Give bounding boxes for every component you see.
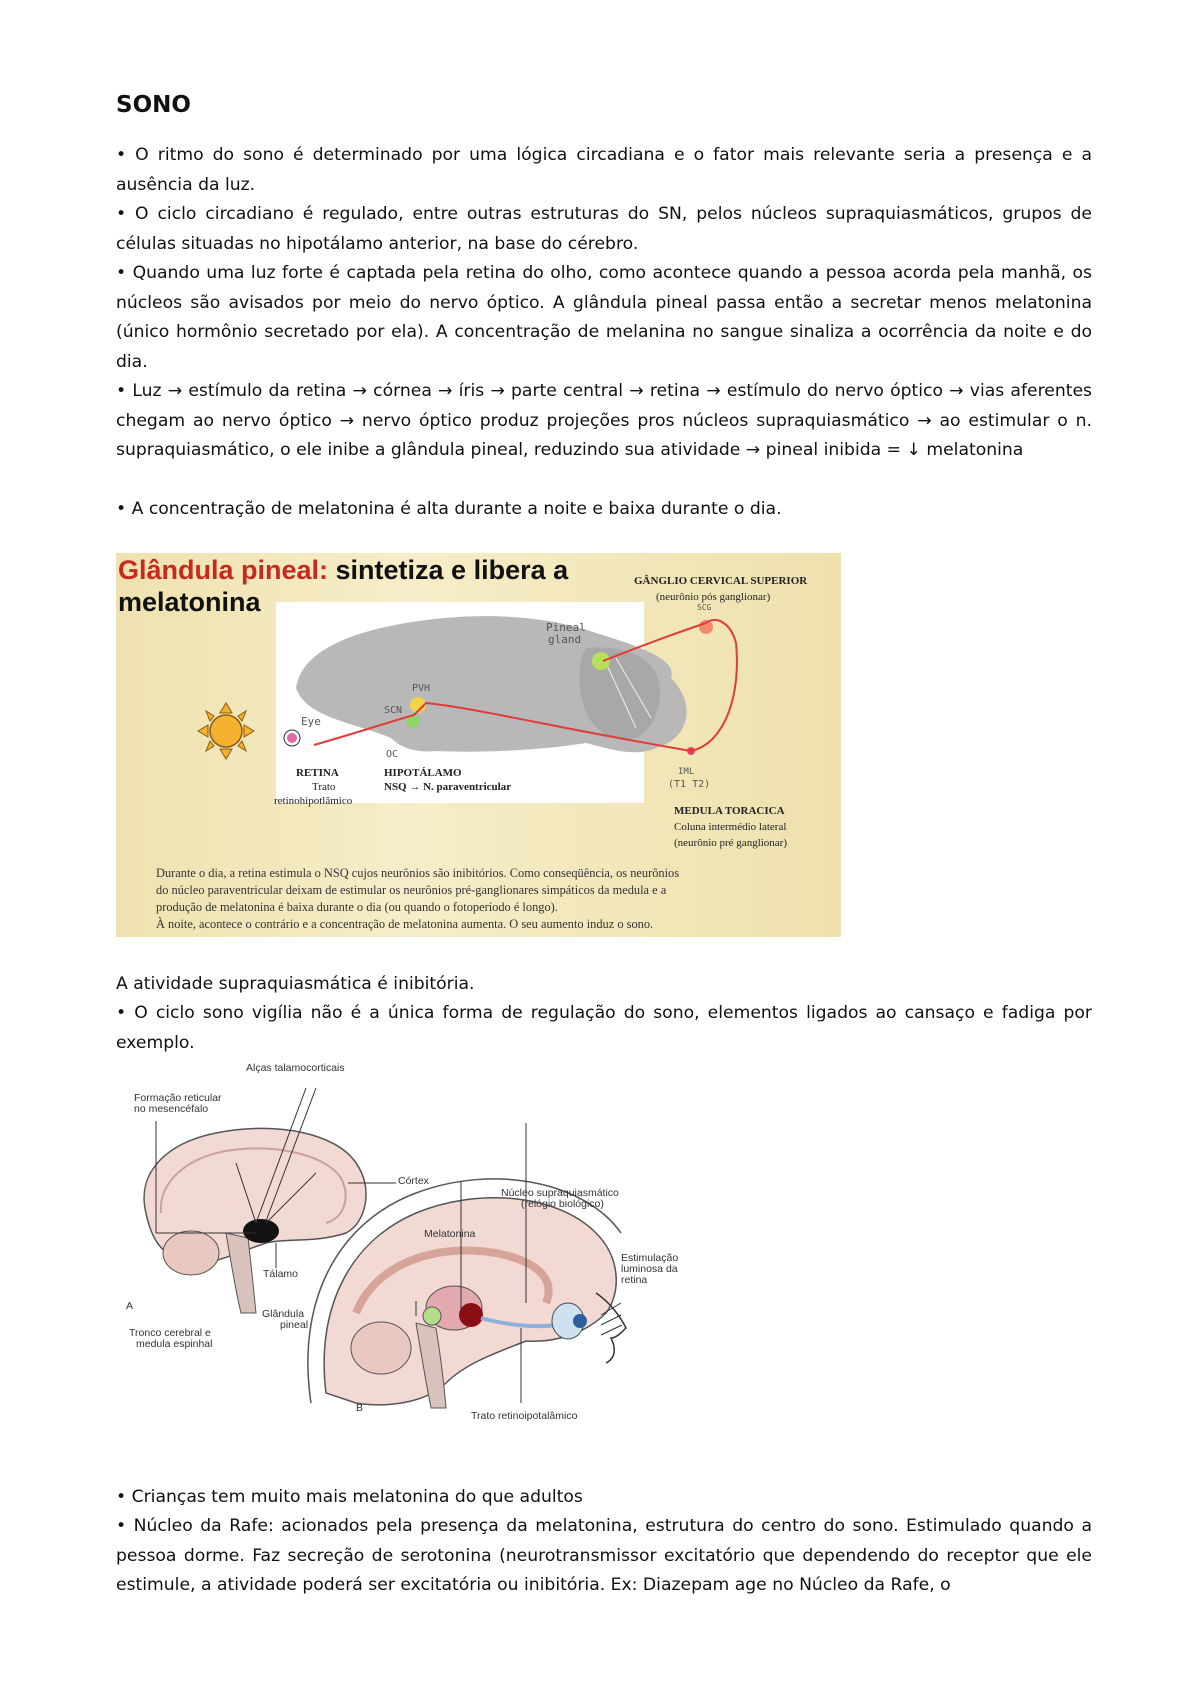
label-trato2: retinohipotlâmico (274, 795, 353, 807)
thalamus-a (243, 1219, 279, 1243)
paragraph-8: • Crianças tem muito mais melatonina do que adultos (116, 1487, 583, 1507)
label-pvh: PVH (412, 683, 431, 694)
label-coluna: Coluna intermédio lateral (674, 821, 787, 833)
label-b: B (356, 1402, 364, 1414)
label-estim-1: Estimulação (621, 1252, 679, 1264)
label-trato: Trato (312, 781, 336, 793)
label-alcas: Alças talamocorticais (246, 1062, 345, 1074)
label-estim-3: retina (621, 1274, 648, 1286)
label-melatonina: Melatonina (424, 1228, 476, 1240)
label-nucleo-2: (relógio biológico) (521, 1198, 604, 1210)
sun-icon (198, 703, 254, 759)
label-estim-2: luminosa da (621, 1263, 678, 1275)
figure1-caption (156, 865, 828, 933)
label-neuronio-pre: (neurônio pré ganglionar) (674, 837, 788, 849)
label-oc: OC (386, 749, 399, 760)
cerebellum-a (163, 1231, 219, 1275)
label-medula: MEDULA TORACICA (674, 805, 785, 817)
pineal-gland-dot (592, 652, 610, 670)
caption-line-3: produção de melatonina é baixa durante o dia (ou quando o fotoperíodo é longo). (156, 900, 558, 914)
paragraph-6: A atividade supraquiasmática é inibitória. (116, 974, 475, 994)
paragraph-3: • Quando uma luz forte é captada pela retina do olho, como acontece quando a pessoa acorda pela manhã, os núcleos são avisados por meio do nervo óptico. A glândula pineal passa então a secretar menos melatonina (único hormônio secretado por ela). A concentração de melanina no sangue sinaliza a ocorrência da noite e do dia. (116, 263, 1092, 372)
pineal-b (423, 1307, 441, 1325)
label-formacao-1: Formação reticular (134, 1092, 222, 1104)
label-retina: RETINA (296, 767, 339, 779)
paragraph-9: • Núcleo da Rafe: acionados pela presença da melatonina, estrutura do centro do sono. Estimulado quando a pessoa dorme. Faz secreção de serotonina (neurotransmissor excitatório que dependendo do receptor que ele estimule, a atividade poderá ser excitatória ou inibitória. Ex: Diazepam age no Núcleo da Rafe, o (116, 1516, 1092, 1595)
label-glandula-2: pineal (280, 1319, 309, 1331)
label-ganglio-sub: (neurônio pós ganglionar) (656, 591, 771, 603)
label-cortex: Córtex (398, 1175, 429, 1187)
cerebellum-b (351, 1322, 411, 1374)
pineal-gland-figure (116, 553, 841, 937)
label-gland: gland (548, 633, 582, 646)
label-ganglio: GÂNGLIO CERVICAL SUPERIOR (634, 575, 808, 587)
caption-line-4: À noite, acontece o contrário e a concentração de melatonina aumenta. O seu aumento induz o sono. (156, 917, 654, 931)
figure1-title: Glândula pineal: sintetiza e libera a (118, 555, 569, 585)
paragraph-7: • O ciclo sono vigília não é a única forma de regulação do sono, elementos ligados ao cansaço e fadiga por exemplo. (116, 1003, 1092, 1053)
paragraph-1: • O ritmo do sono é determinado por uma lógica circadiana e o fator mais relevante seria a presença e a ausência da luz. (116, 145, 1092, 195)
label-trato: Trato retinoipotalâmico (471, 1410, 578, 1422)
label-tronco-2: medula espinhal (136, 1338, 213, 1350)
document-title: SONO (116, 92, 191, 118)
paragraph-5: • A concentração de melatonina é alta durante a noite e baixa durante o dia. (116, 499, 782, 519)
paragraph-2: • O ciclo circadiano é regulado, entre outras estruturas do SN, pelos núcleos supraquiasmáticos, grupos de células situadas no hipotálamo anterior, na base do cérebro. (116, 204, 1092, 254)
sleep-regulation-figure (116, 1063, 753, 1445)
label-talamo: Tálamo (263, 1268, 299, 1280)
label-tronco-1: Tronco cerebral e (129, 1327, 211, 1339)
label-eye: Eye (301, 715, 321, 728)
caption-line-2: do núcleo paraventricular deixam de estimular os neurônios pré-ganglionares simpáticos da medula e a (156, 883, 667, 897)
label-glandula-1: Glândula (262, 1308, 305, 1320)
caption-line-1: Durante o dia, a retina estimula o NSQ cujos neurônios são inibitórios. Como conseqüência, os neurônios (156, 866, 680, 880)
label-nucleo-1: Núcleo supraquiasmático (501, 1187, 619, 1199)
paragraph-4: • Luz → estímulo da retina → córnea → íris → parte central → retina → estímulo do nervo óptico → vias aferentes chegam ao nervo óptico → nervo óptico produz projeções pros núcleos supraquiasmático → ao estimular o n. supraquiasmático, o ele inibe a glândula pineal, reduzindo sua atividade → pineal inibida = ↓ melatonina (116, 381, 1092, 460)
label-hipotalamo: HIPOTÁLAMO (384, 767, 462, 779)
label-iml: IML (678, 767, 695, 777)
label-t1t2: (T1 T2) (668, 779, 711, 790)
label-a: A (126, 1300, 134, 1312)
label-pineal: Pineal (546, 621, 586, 634)
scn-b (459, 1303, 483, 1327)
label-formacao-2: no mesencéfalo (134, 1103, 209, 1115)
label-nsq: NSQ → N. paraventricular (384, 781, 512, 793)
eye-icon (287, 733, 297, 743)
label-scg: SCG (697, 603, 712, 612)
figure1-title-line2: melatonina (118, 587, 261, 617)
label-scn: SCN (384, 705, 403, 716)
